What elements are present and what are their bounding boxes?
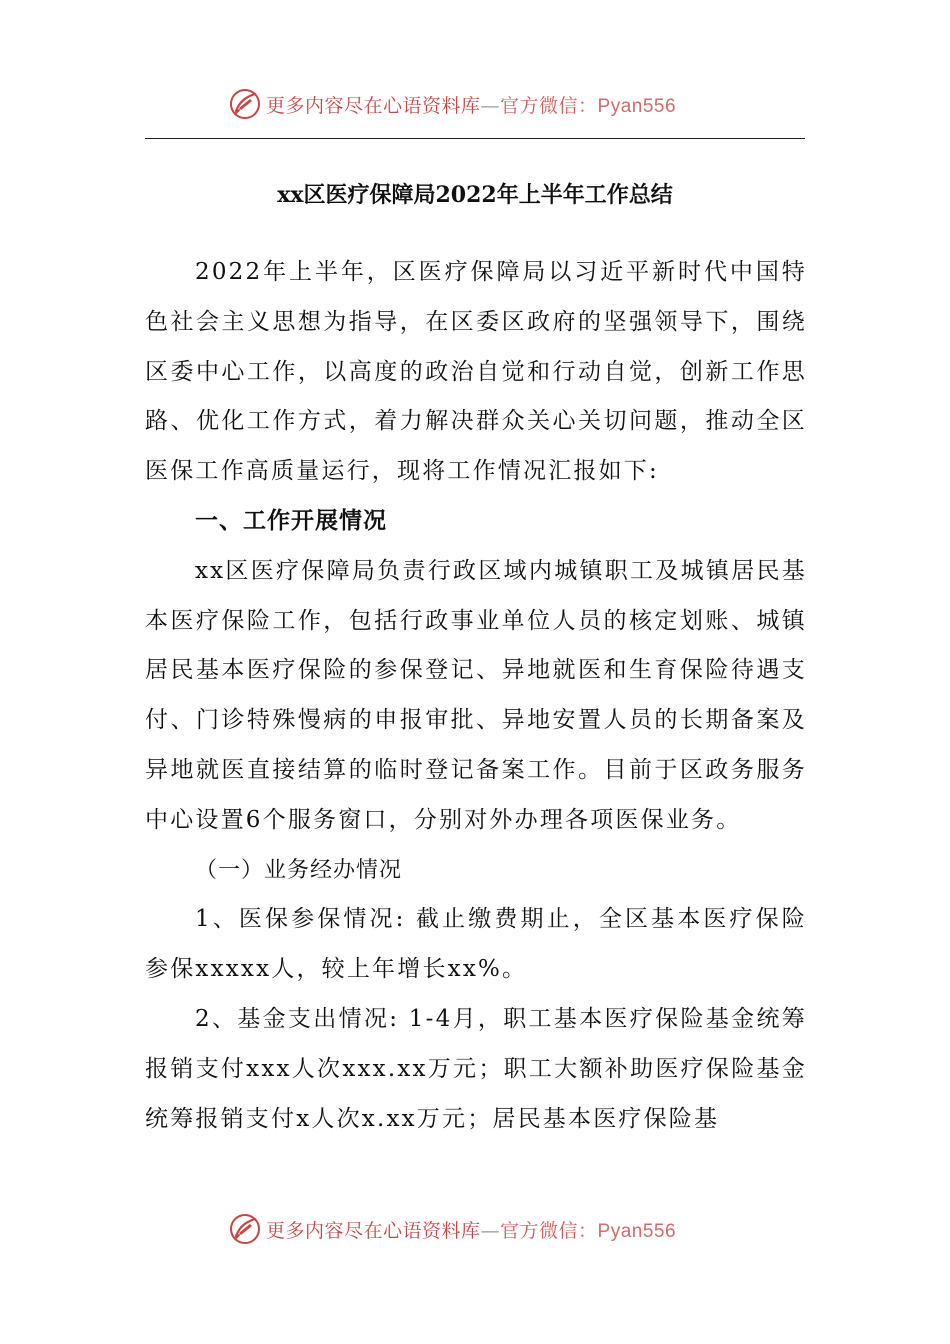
watermark-banner-bottom [228,1211,748,1247]
overview-paragraph: xx区医疗保障局负责行政区域内城镇职工及城镇居民基本医疗保险工作，包括行政事业单位人员的核定划账、城镇居民基本医疗保险的参保登记、异地就医和生育保险待遇支付、门诊特殊慢病的申报审批、异地安置人员的长期备案及异地就医直接结算的临时登记备案工作。目前于区政务服务中心设置6个服务窗口，分别对外办理各项医保业务。 [145,557,807,833]
document-body [145,248,807,1144]
intro-paragraph: 2022年上半年，区医疗保障局以习近平新时代中国特色社会主义思想为指导，在区委区政府的坚强领导下，围绕区委中心工作，以高度的政治自觉和行动自觉，创新工作思路、优化工作方式，着力解决群众关心关切问题，推动全区医保工作高质量运行，现将工作情况汇报如下: [145,259,807,485]
watermark-separator: — [480,1219,501,1242]
section-heading-1: 一、工作开展情况 [195,507,387,534]
subsection-heading-1: （一）业务经办情况 [195,857,403,883]
watermark-official: 官方微信： [500,94,598,117]
header-rule [145,138,805,139]
document-title: xx区医疗保障局2022年上半年工作总结 [277,182,673,208]
watermark-text [266,1216,676,1243]
watermark-account: Pyan556 [597,95,677,117]
pen-in-circle-icon [228,1212,262,1246]
watermark-text [266,91,676,118]
watermark-main: 更多内容尽在心语资料库 [266,94,481,117]
watermark-main: 更多内容尽在心语资料库 [266,1219,481,1242]
enrollment-paragraph: 1、医保参保情况: 截止缴费期止，全区基本医疗保险参保xxxxx人，较上年增长xx%。 [145,906,807,983]
watermark-separator: — [480,94,501,117]
pen-in-circle-icon [228,87,262,121]
watermark-official: 官方微信： [500,1219,598,1242]
watermark-account: Pyan556 [597,1220,677,1242]
fund-expense-paragraph: 2、基金支出情况: 1-4月，职工基本医疗保险基金统筹报销支付xxx人次xxx.xx万元；职工大额补助医疗保险基金统筹报销支付x人次x.xx万元；居民基本医疗保险基 [145,1005,807,1132]
watermark-banner-top [228,86,748,122]
